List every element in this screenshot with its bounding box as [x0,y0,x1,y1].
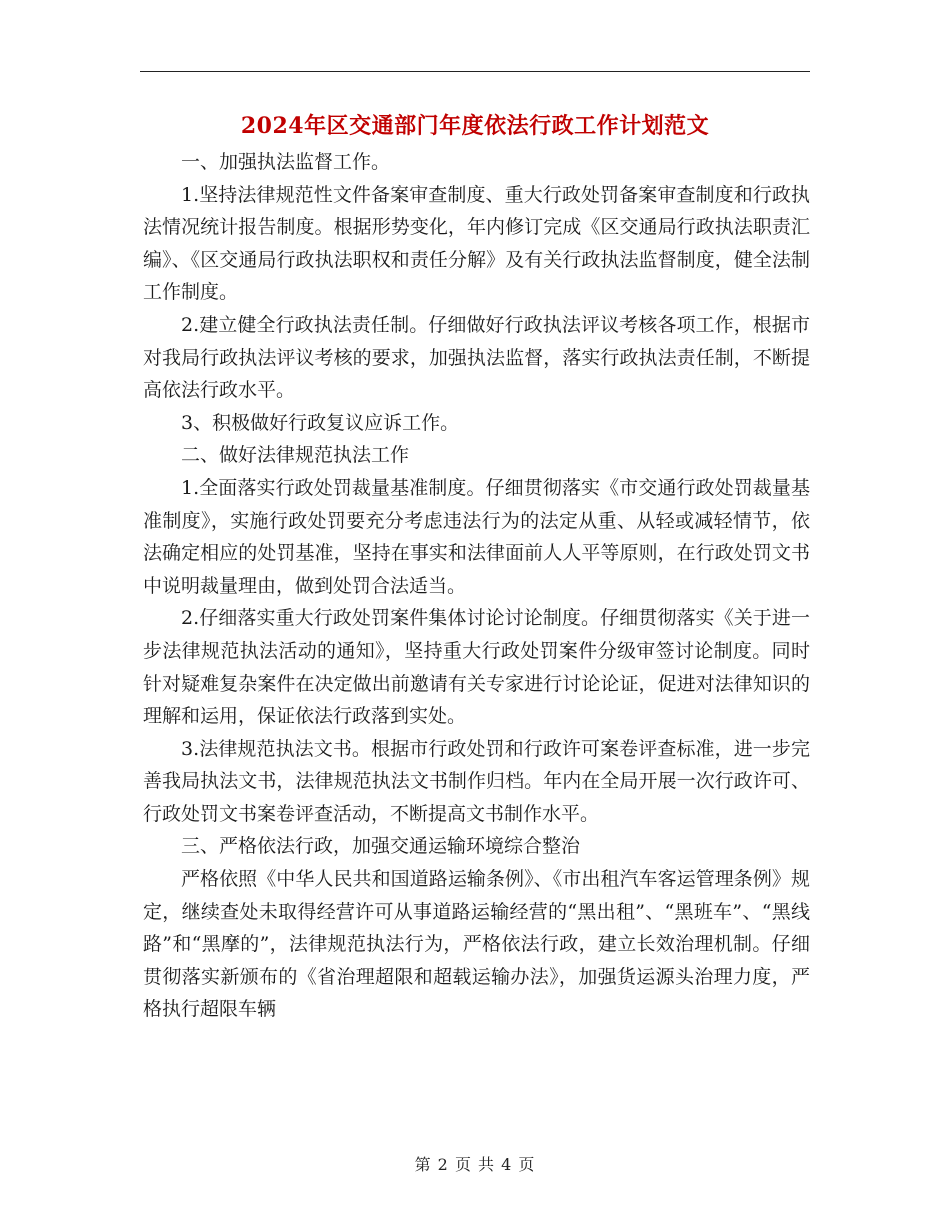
page-number-footer: 第 2 页 共 4 页 [414,1155,536,1174]
paragraph: 3、积极做好行政复议应诉工作。 [181,411,460,434]
paragraph: 1.全面落实行政处罚裁量基准制度。仔细贯彻落实《市交通行政处罚裁量基准制度》，实施行政处罚要充分考虑违法行为的法定从重、从轻或减轻情节，依法确定相应的处罚基准，坚持在事实和法律面前人人平等原则，在行政处罚文书中说明裁量理由，做到处罚合法适当。 [143,476,810,597]
paragraph: 3.法律规范执法文书。根据市行政处罚和行政许可案卷评查标准，进一步完善我局执法文书，法律规范执法文书制作归档。年内在全局开展一次行政许可、行政处罚文书案卷评查活动，不断提高文书制作水平。 [143,737,810,825]
section-heading-1: 一、加强执法监督工作。 [181,151,391,173]
paragraph: 严格依照《中华人民共和国道路运输条例》、《市出租汽车客运管理条例》规定，继续查处未取得经营许可从事道路运输经营的“黑出租”、“黑班车”、“黑线路”和“黑摩的”，法律规范执法行为，严格依法行政，建立长效治理机制。仔细贯彻落实新颁布的《省治理超限和超载运输办法》，加强货运源头治理力度，严格执行超限车辆 [143,868,810,1021]
section-heading-3: 三、严格依法行政，加强交通运输环境综合整治 [181,835,581,858]
paragraph: 1.坚持法律规范性文件备案审查制度、重大行政处罚备案审查制度和行政执法情况统计报告制度。根据形势变化，年内修订完成《区交通局行政执法职责汇编》、《区交通局行政执法职权和责任分解》及有关行政执法监督制度，健全法制工作制度。 [143,183,810,304]
document-body [143,146,810,1026]
paragraph: 2.仔细落实重大行政处罚案件集体讨论讨论制度。仔细贯彻落实《关于进一步法律规范执法活动的通知》，坚持重大行政处罚案件分级审签讨论制度。同时针对疑难复杂案件在决定做出前邀请有关专家进行讨论论证，促进对法律知识的理解和运用，保证依法行政落到实处。 [143,607,810,728]
section-heading-2: 二、做好法律规范执法工作 [181,444,410,467]
document-title: 2024年区交通部门年度依法行政工作计划范文 [240,113,710,139]
header-rule [140,71,810,72]
paragraph: 2.建立健全行政执法责任制。仔细做好行政执法评议考核各项工作，根据市对我局行政执法评议考核的要求，加强执法监督，落实行政执法责任制，不断提高依法行政水平。 [143,313,810,402]
